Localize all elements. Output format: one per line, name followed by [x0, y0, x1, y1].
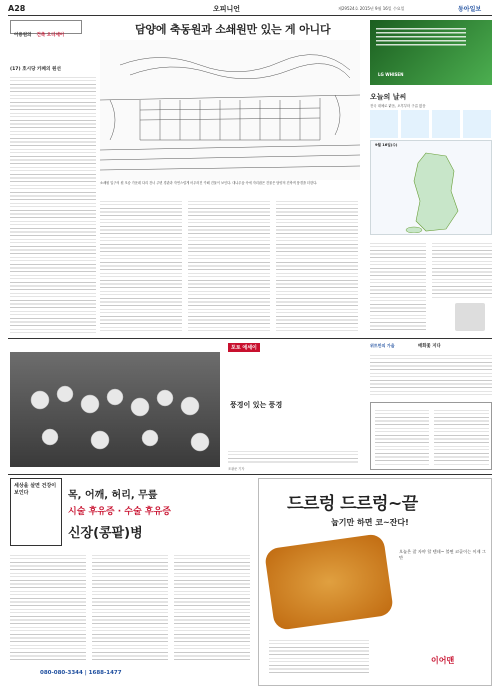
- building-sketch: [100, 40, 360, 180]
- columnist-portrait: [455, 303, 485, 331]
- column-series: [10, 20, 82, 38]
- weather-text: [370, 240, 426, 330]
- middle-text-col-3: [276, 198, 358, 334]
- series-name: 건축 오디세이: [36, 33, 65, 38]
- series-prefix: 이용원의: [14, 33, 32, 38]
- book-ad: [10, 478, 252, 686]
- poem-text-1: [375, 407, 429, 467]
- middle-text-col-2: [188, 198, 270, 334]
- mat-ad-brand: 이어맨: [431, 656, 455, 665]
- page-number: A28: [8, 4, 26, 13]
- book-ad-body-2: [92, 552, 168, 662]
- aircon-ad-logo: LG WHISEN: [378, 72, 404, 77]
- photo-essay-badge: 포토 에세이: [228, 343, 260, 352]
- aircon-ad-copy: [376, 28, 466, 48]
- side-column-body: [370, 352, 492, 398]
- side-column-title: 매화꽃 지다: [418, 344, 441, 349]
- photo-essay-credit: 조광준 기자: [228, 467, 245, 471]
- photo-essay-title: 풍경이 있는 풍경: [230, 401, 283, 409]
- left-text-body: [10, 74, 96, 334]
- weather-subtitle: 전국 대체로 맑음, 오후부터 구름 많음: [370, 104, 426, 108]
- mat-pillow: [264, 533, 394, 631]
- book-ad-title: 목, 어깨, 허리, 무릎: [68, 490, 158, 501]
- book-ad-main: 신장(콩팥)병: [68, 526, 143, 541]
- ad-rule: [8, 474, 492, 475]
- side-column-label: 위트만의 가을: [370, 343, 395, 348]
- paper-name: 동아일보: [458, 6, 482, 13]
- poem-text-2: [434, 407, 489, 467]
- section-name: 오피니언: [213, 5, 241, 13]
- book-ad-phone: 080-080-3344 | 1688-1477: [40, 670, 122, 676]
- mat-ad-copy: 오늘은 잘 자야 할 텐데~ 불면 코골이는 이제 그만: [399, 549, 486, 560]
- mat-ad-body: [269, 637, 369, 673]
- mid-rule: [8, 338, 492, 339]
- weather-map: [370, 140, 492, 235]
- weather-temps: [370, 110, 492, 138]
- book-ad-subtitle: 시술 후유증 · 수술 후유증: [68, 507, 171, 517]
- book-ad-body-1: [10, 552, 86, 662]
- page-header: [8, 3, 492, 15]
- book-cover-title: 세상을 살면 건강이 보인다: [14, 483, 57, 496]
- photo-essay-caption: [228, 448, 358, 464]
- mat-ad-headline: 드르렁 드르렁~끝: [287, 494, 418, 514]
- book-ad-body-3: [174, 552, 250, 662]
- column-title: 담양에 축동원과 소쇄원만 있는 게 아니다: [135, 23, 331, 36]
- chapter-title: (17) 호시당 카페의 원선: [10, 67, 61, 72]
- edition-info: 제29524호 2015년 9월 16일 수요일: [338, 6, 405, 11]
- weather-title: 오늘의 날씨: [370, 93, 407, 101]
- aircon-ad: [370, 20, 492, 85]
- weather-map-date: 9월 16일(수): [375, 143, 398, 147]
- mat-ad-subline: 눕기만 하면 코~잔다!: [331, 518, 409, 527]
- photo-essay-photo: [10, 352, 220, 467]
- middle-text-col-1: [100, 198, 182, 334]
- mat-ad: [258, 478, 492, 686]
- book-cover: [10, 478, 62, 546]
- poem-box: [370, 402, 492, 470]
- header-rule: [8, 15, 492, 16]
- sketch-caption: 소쇄원 입구의 원 모습 가운데 다리 건너 주변 경관과 자연스럽게 어우러진 카페 건물이 보인다. 대나무숲 속에 자리잡은 건물은 담양의 건축적 풍경을 더한다.: [100, 181, 318, 185]
- weather-text-2: [432, 240, 492, 300]
